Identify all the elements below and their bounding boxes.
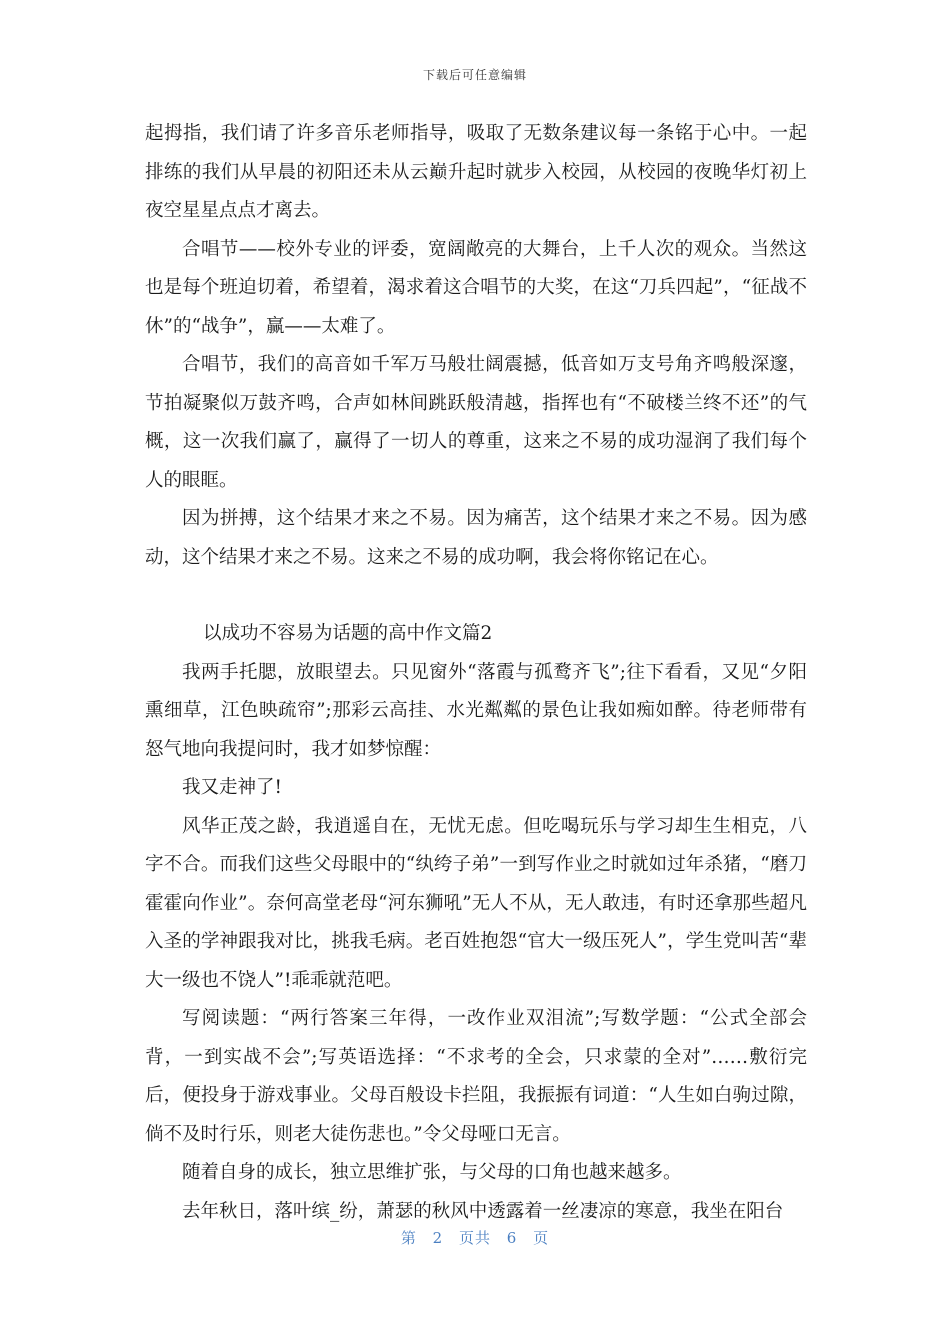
page-header: 下载后可任意编辑 — [422, 68, 527, 82]
paragraph: 随着自身的成长，独立思维扩张，与父母的口角也越来越多。 — [182, 1162, 682, 1183]
paragraph: 我两手托腮，放眼望去。只见窗外“落霞与孤鹜齐飞”;往下看看，又见“夕阳熏细草，江色映疏帘”;那彩云高挂、水光粼粼的景色让我如痴如醉。待老师带有怒气地向我提问时，我才如梦惊醒： — [145, 661, 807, 760]
section-title: 以成功不容易为话题的高中作文篇2 — [203, 623, 493, 644]
page-number-footer: 第 2 页共 6 页 — [400, 1229, 550, 1247]
paragraph: 因为拼搏，这个结果才来之不易。因为痛苦，这个结果才来之不易。因为感动，这个结果才来之不易。这来之不易的成功啊，我会将你铭记在心。 — [145, 508, 807, 568]
paragraph: 写阅读题：“两行答案三年得，一改作业双泪流”;写数学题：“公式全部会背，一到实战不会”;写英语选择：“不求考的全会，只求蒙的全对”……敷衍完后，便投身于游戏事业。父母百般设卡拦阻，我振振有词道：“人生如白驹过隙，倘不及时行乐，则老大徒伤悲也。”令父母哑口无言。 — [145, 1008, 807, 1145]
paragraph: 合唱节，我们的高音如千军万马般壮阔震撼，低音如万支号角齐鸣般深邃，节拍凝聚似万鼓齐鸣，合声如林间跳跃般清越，指挥也有“不破楼兰终不还”的气概，这一次我们赢了，赢得了一切人的尊重，这来之不易的成功湿润了我们每个人的眼眶。 — [145, 354, 807, 491]
paragraph: 去年秋日，落叶缤_纷，萧瑟的秋风中透露着一丝凄凉的寒意，我坐在阳台 — [182, 1200, 784, 1222]
paragraph: 风华正茂之龄，我逍遥自在，无忧无虑。但吃喝玩乐与学习却生生相克，八字不合。而我们这些父母眼中的“纨绔子弟”一到写作业之时就如过年杀猪，“磨刀霍霍向作业”。奈何高堂老母“河东狮吼”无人不从，无人敢违，有时还拿那些超凡入圣的学神跟我对比，挑我毛病。老百姓抱怨“官大一级压死人”，学生党叫苦“辈大一级也不饶人”!乖乖就范吧。 — [145, 815, 807, 991]
paragraph: 我又走神了! — [182, 777, 282, 798]
paragraph: 合唱节——校外专业的评委，宽阔敞亮的大舞台，上千人次的观众。当然这也是每个班迫切着，希望着，渴求着这合唱节的大奖，在这“刀兵四起”，“征战不休”的“战争”，赢——太难了。 — [145, 238, 807, 337]
document-body — [145, 115, 807, 1231]
paragraph: 起拇指，我们请了许多音乐老师指导，吸取了无数条建议每一条铭于心中。一起排练的我们从早晨的初阳还未从云巅升起时就步入校园，从校园的夜晚华灯初上夜空星星点点才离去。 — [145, 123, 807, 221]
